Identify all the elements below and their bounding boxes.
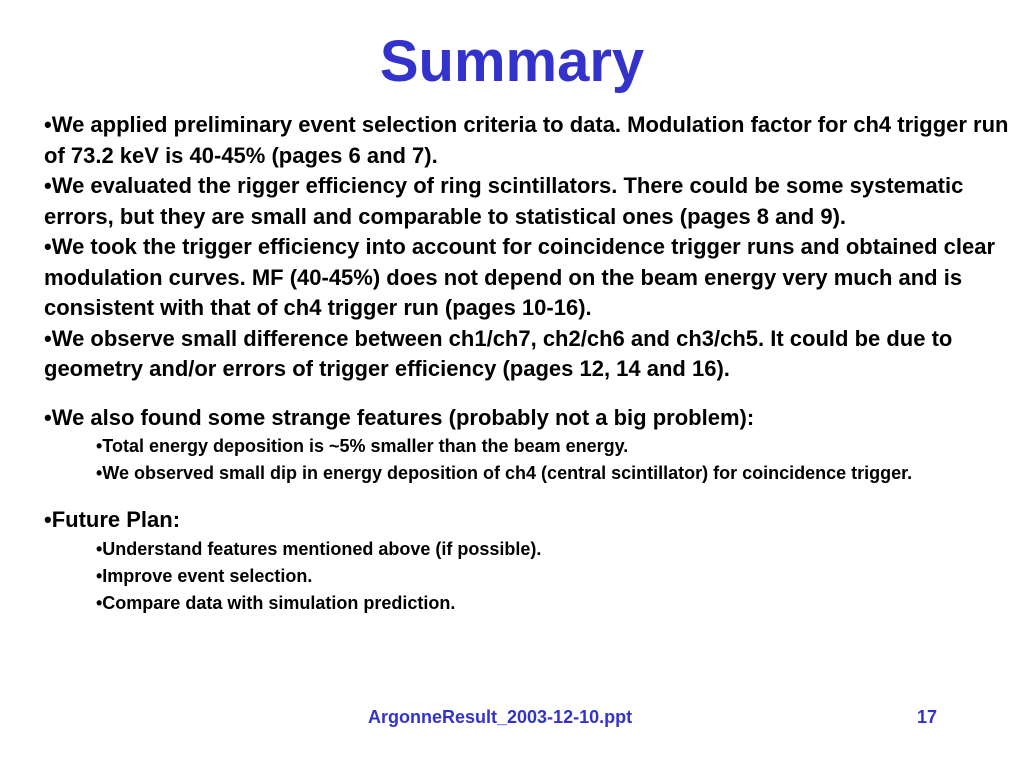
spacer	[44, 487, 1014, 505]
slide-content	[44, 110, 1014, 617]
spacer	[44, 385, 1014, 403]
bullet-modulation-curves: •We took the trigger efficiency into account for coincidence trigger runs and obtained clear modulation curves. MF (40-45%) does not depend on the beam energy very much and is consistent with that of ch4 trigger run (pages 10-16).	[44, 234, 996, 320]
plan-item-compare-simulation: •Compare data with simulation prediction.	[96, 592, 456, 613]
footer-page-number: 17	[917, 707, 938, 727]
bullet-trigger-efficiency: •We evaluated the rigger efficiency of ring scintillators. There could be some systematic errors, but they are small and comparable to statistical ones (pages 8 and 9).	[44, 173, 964, 229]
bullet-selection-criteria: •We applied preliminary event selection criteria to data. Modulation factor for ch4 trigger run of 73.2 keV is 40-45% (pages 6 and 7).	[44, 112, 1009, 168]
bullet-channel-difference: •We observe small difference between ch1/ch7, ch2/ch6 and ch3/ch5. It could be due to geometry and/or errors of trigger efficiency (pages 12, 14 and 16).	[44, 325, 953, 381]
future-plan-heading: •Future Plan:	[44, 507, 181, 532]
feature-item-energy-deposition: •Total energy deposition is ~5% smaller than the beam energy.	[96, 436, 629, 456]
slide-title: Summary	[379, 29, 645, 94]
footer-filename: ArgonneResult_2003-12-10.ppt	[368, 707, 633, 727]
feature-item-ch4-dip: •We observed small dip in energy deposition of ch4 (central scintillator) for coincidence trigger.	[96, 463, 913, 483]
plan-item-understand-features: •Understand features mentioned above (if possible).	[96, 538, 542, 559]
features-heading: •We also found some strange features (probably not a big problem):	[44, 404, 755, 430]
plan-item-improve-selection: •Improve event selection.	[96, 565, 313, 586]
